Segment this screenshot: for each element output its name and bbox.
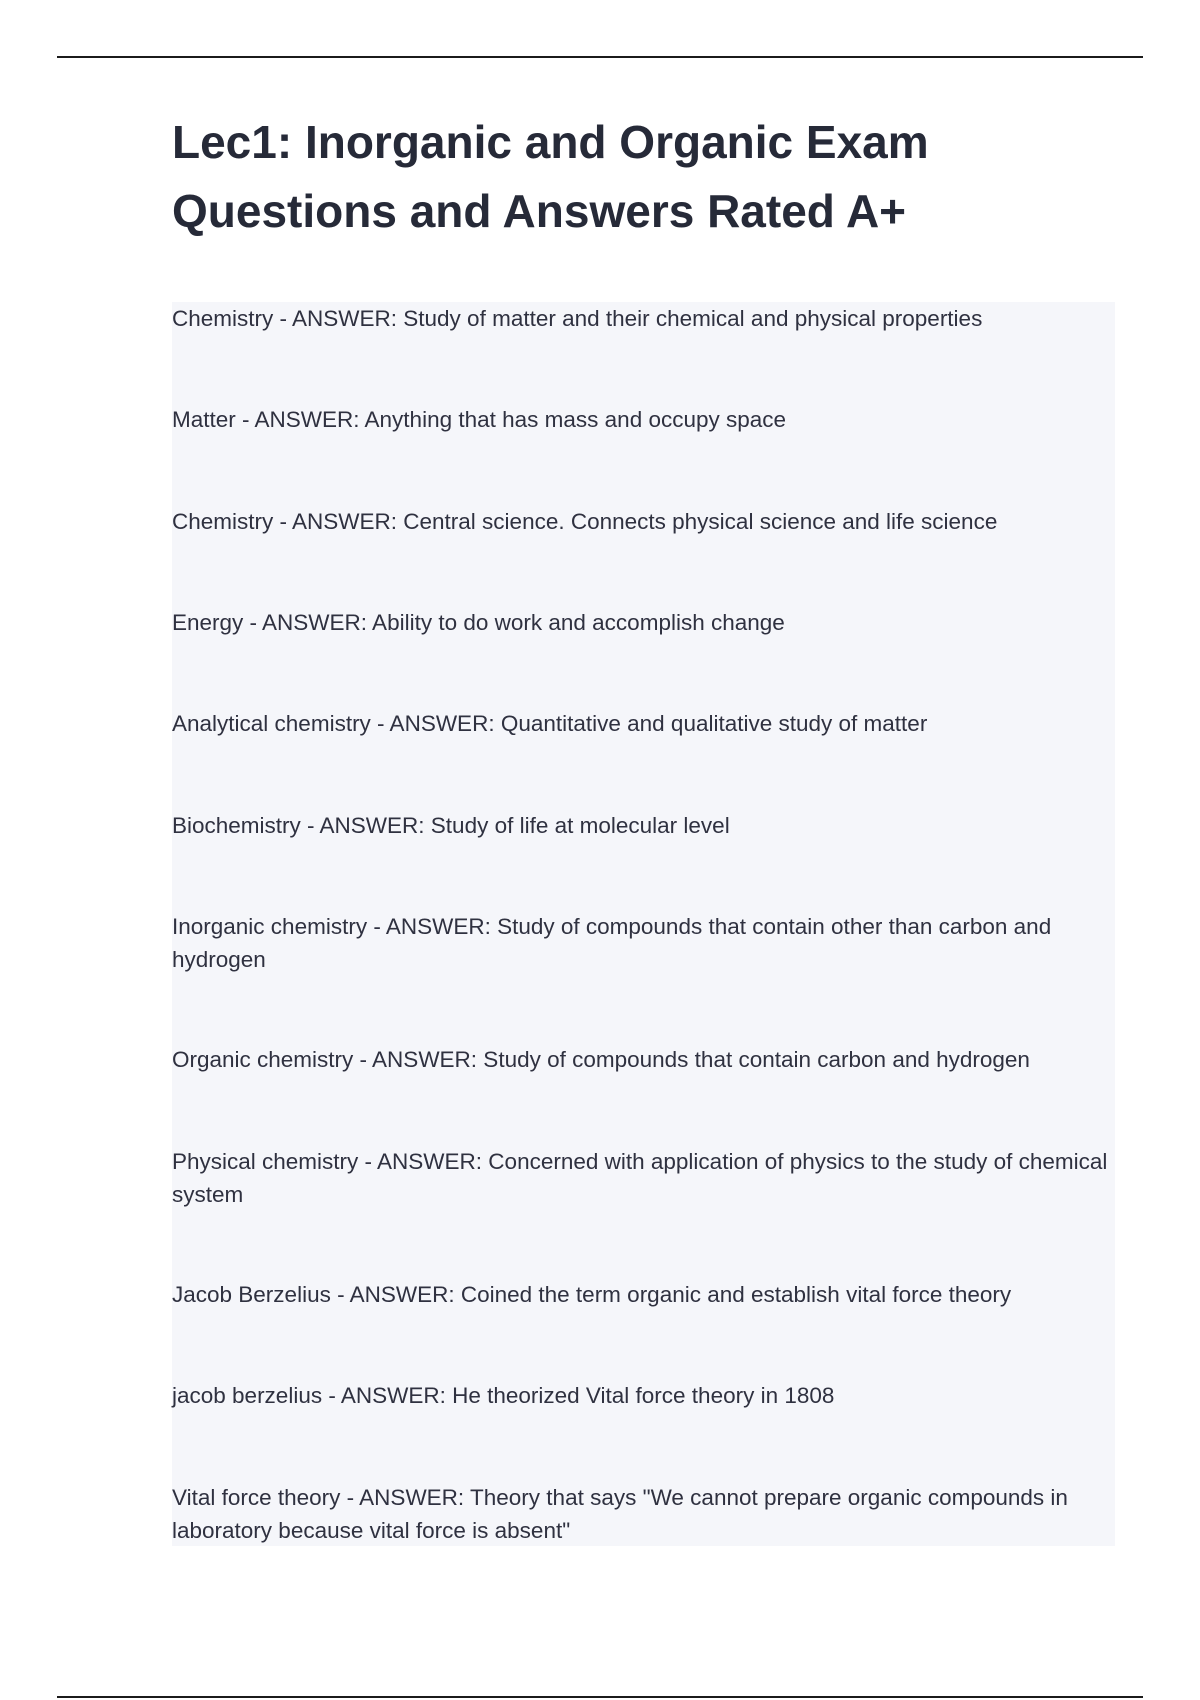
- qa-item: Jacob Berzelius - ANSWER: Coined the term organic and establish vital force theory: [172, 1282, 1012, 1307]
- qa-item: Energy - ANSWER: Ability to do work and accomplish change: [172, 610, 785, 635]
- qa-item: Chemistry - ANSWER: Central science. Connects physical science and life science: [172, 509, 998, 534]
- qa-item: Matter - ANSWER: Anything that has mass and occupy space: [172, 407, 787, 432]
- top-divider: [57, 56, 1143, 58]
- qa-item: Organic chemistry - ANSWER: Study of compounds that contain carbon and hydrogen: [172, 1047, 1030, 1072]
- qa-item: Inorganic chemistry - ANSWER: Study of compounds that contain other than carbon and hydrogen: [172, 914, 1052, 972]
- qa-item: Vital force theory - ANSWER: Theory that says "We cannot prepare organic compounds in laboratory because vital force is absent": [172, 1485, 1068, 1543]
- bottom-divider: [57, 1696, 1143, 1698]
- qa-item: jacob berzelius - ANSWER: He theorized Vital force theory in 1808: [172, 1383, 835, 1408]
- qa-item: Chemistry - ANSWER: Study of matter and their chemical and physical properties: [172, 306, 983, 331]
- qa-item: Biochemistry - ANSWER: Study of life at molecular level: [172, 813, 730, 838]
- qa-item: Analytical chemistry - ANSWER: Quantitative and qualitative study of matter: [172, 711, 928, 736]
- page-title: Lec1: Inorganic and Organic Exam Questions and Answers Rated A+: [172, 116, 929, 237]
- qa-item: Physical chemistry - ANSWER: Concerned with application of physics to the study of chemical system: [172, 1149, 1108, 1207]
